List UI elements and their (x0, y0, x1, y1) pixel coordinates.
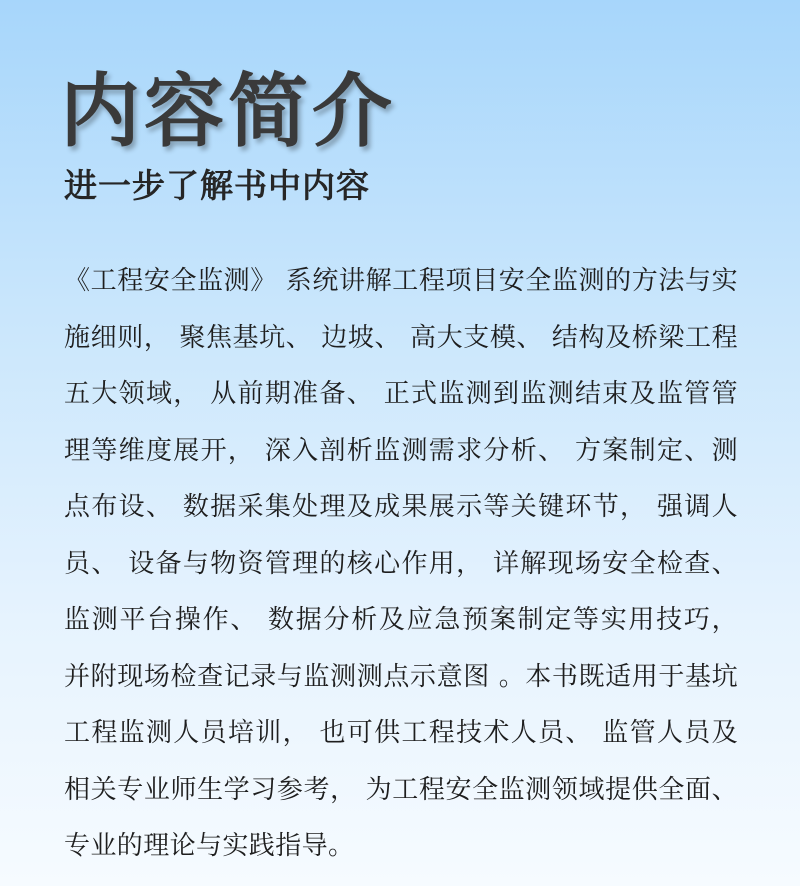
page-title: 内容简介 (60, 65, 396, 158)
page-subtitle: 进一步了解书中内容 (64, 166, 370, 205)
book-description: 《工程安全监测》 系统讲解工程项目安全监测的方法与实施细则， 聚焦基坑、 边坡、 高大支模、 结构及桥梁工程五大领域， 从前期准备、 正式监测到监测结束及监管管理等维度展开， 深入剖析监测需求分析、 方案制定、测点布设、 数据采集处理及成果展示等关键环节， 强调人员、 设备与物资管理的核心作用， 详解现场安全检查、 监测平台操作、 数据分析及应急预案制定等实用技巧， 并附现场检查记录与监测测点示意图 。本书既适用于基坑工程监测人员培训， 也可供工程技术人员、 监管人员及相关专业师生学习参考， 为工程安全监测领域提供全面、专业的理论与实践指导。 (64, 266, 738, 861)
